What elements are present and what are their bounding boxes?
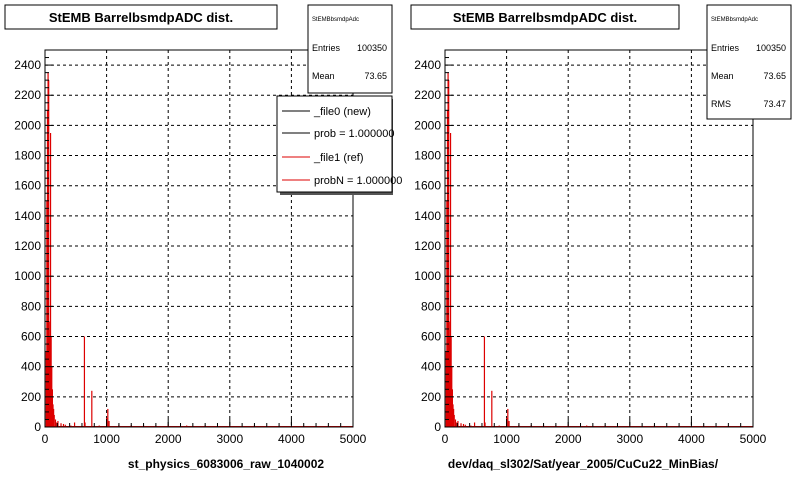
stats-value-mean: 73.65 [364, 71, 387, 81]
y-tick-label-1: 200 [420, 389, 441, 404]
y-tick-label-9: 1800 [14, 148, 41, 163]
stats-label-mean: Mean [312, 71, 335, 81]
chart-title: StEMB BarrelbsmdpADC dist. [452, 10, 638, 25]
y-tick-label-4: 800 [420, 299, 441, 314]
stats-title: StEMBbsmdpAdc [711, 17, 759, 23]
y-tick-label-10: 2000 [414, 118, 441, 133]
left-histogram-panel [5, 5, 402, 471]
y-tick-label-5: 1000 [14, 269, 41, 284]
x-tick-label-1: 1000 [493, 432, 520, 446]
x-tick-label-5: 5000 [739, 432, 767, 446]
x-axis-label: st_physics_6083006_raw_1040002 [127, 457, 325, 471]
y-tick-label-0: 0 [434, 420, 441, 434]
y-tick-label-1: 200 [20, 389, 41, 404]
legend-label-3: probN = 1.000000 [314, 175, 403, 187]
legend-label-0: _file0 (new) [314, 106, 371, 118]
y-tick-label-9: 1800 [414, 148, 441, 163]
x-tick-label-4: 4000 [278, 432, 305, 446]
stats-box [308, 5, 392, 93]
stats-value-mean: 73.65 [763, 71, 786, 81]
y-tick-label-11: 2200 [14, 88, 41, 103]
stats-label-mean: Mean [711, 71, 734, 81]
x-axis-label: dev/daq_sl302/Sat/year_2005/CuCu22_MinBias/ [447, 457, 719, 471]
y-tick-label-11: 2200 [414, 88, 441, 103]
x-tick-label-4: 4000 [678, 432, 705, 446]
right-histogram-panel [411, 5, 791, 471]
y-tick-label-12: 2400 [14, 58, 41, 73]
x-tick-label-2: 2000 [554, 432, 582, 446]
y-tick-label-7: 1400 [414, 208, 441, 223]
y-tick-label-2: 400 [20, 359, 41, 374]
x-tick-label-0: 0 [41, 432, 49, 446]
stats-value-entries: 100350 [755, 43, 786, 53]
x-tick-label-0: 0 [441, 432, 449, 446]
legend-label-1: prob = 1.000000 [314, 128, 395, 140]
y-tick-label-8: 1600 [414, 178, 441, 193]
stats-label-rms: RMS [711, 99, 731, 109]
y-tick-label-0: 0 [34, 420, 41, 434]
stats-box [707, 5, 791, 119]
y-tick-label-6: 1200 [14, 239, 41, 254]
x-tick-label-1: 1000 [93, 432, 120, 446]
legend-label-2: _file1 (ref) [314, 152, 364, 164]
x-tick-label-3: 3000 [216, 432, 244, 446]
stats-label-entries: Entries [711, 43, 740, 53]
x-tick-label-2: 2000 [154, 432, 182, 446]
chart-title: StEMB BarrelbsmdpADC dist. [48, 10, 234, 25]
stats-title: StEMBbsmdpAdc [312, 17, 360, 23]
y-tick-label-12: 2400 [414, 58, 441, 73]
y-tick-label-5: 1000 [414, 269, 441, 284]
y-tick-label-2: 400 [420, 359, 441, 374]
stats-value-entries: 100350 [356, 43, 387, 53]
y-tick-label-4: 800 [20, 299, 41, 314]
y-tick-label-6: 1200 [414, 239, 441, 254]
stats-value-rms: 73.47 [763, 99, 786, 109]
y-tick-label-7: 1400 [14, 208, 41, 223]
y-tick-label-3: 600 [420, 329, 441, 344]
y-tick-label-3: 600 [20, 329, 41, 344]
legend-box [277, 96, 402, 195]
y-tick-label-8: 1600 [14, 178, 41, 193]
stats-label-entries: Entries [312, 43, 341, 53]
x-tick-label-5: 5000 [339, 432, 367, 446]
x-tick-label-3: 3000 [616, 432, 644, 446]
y-tick-label-10: 2000 [14, 118, 41, 133]
